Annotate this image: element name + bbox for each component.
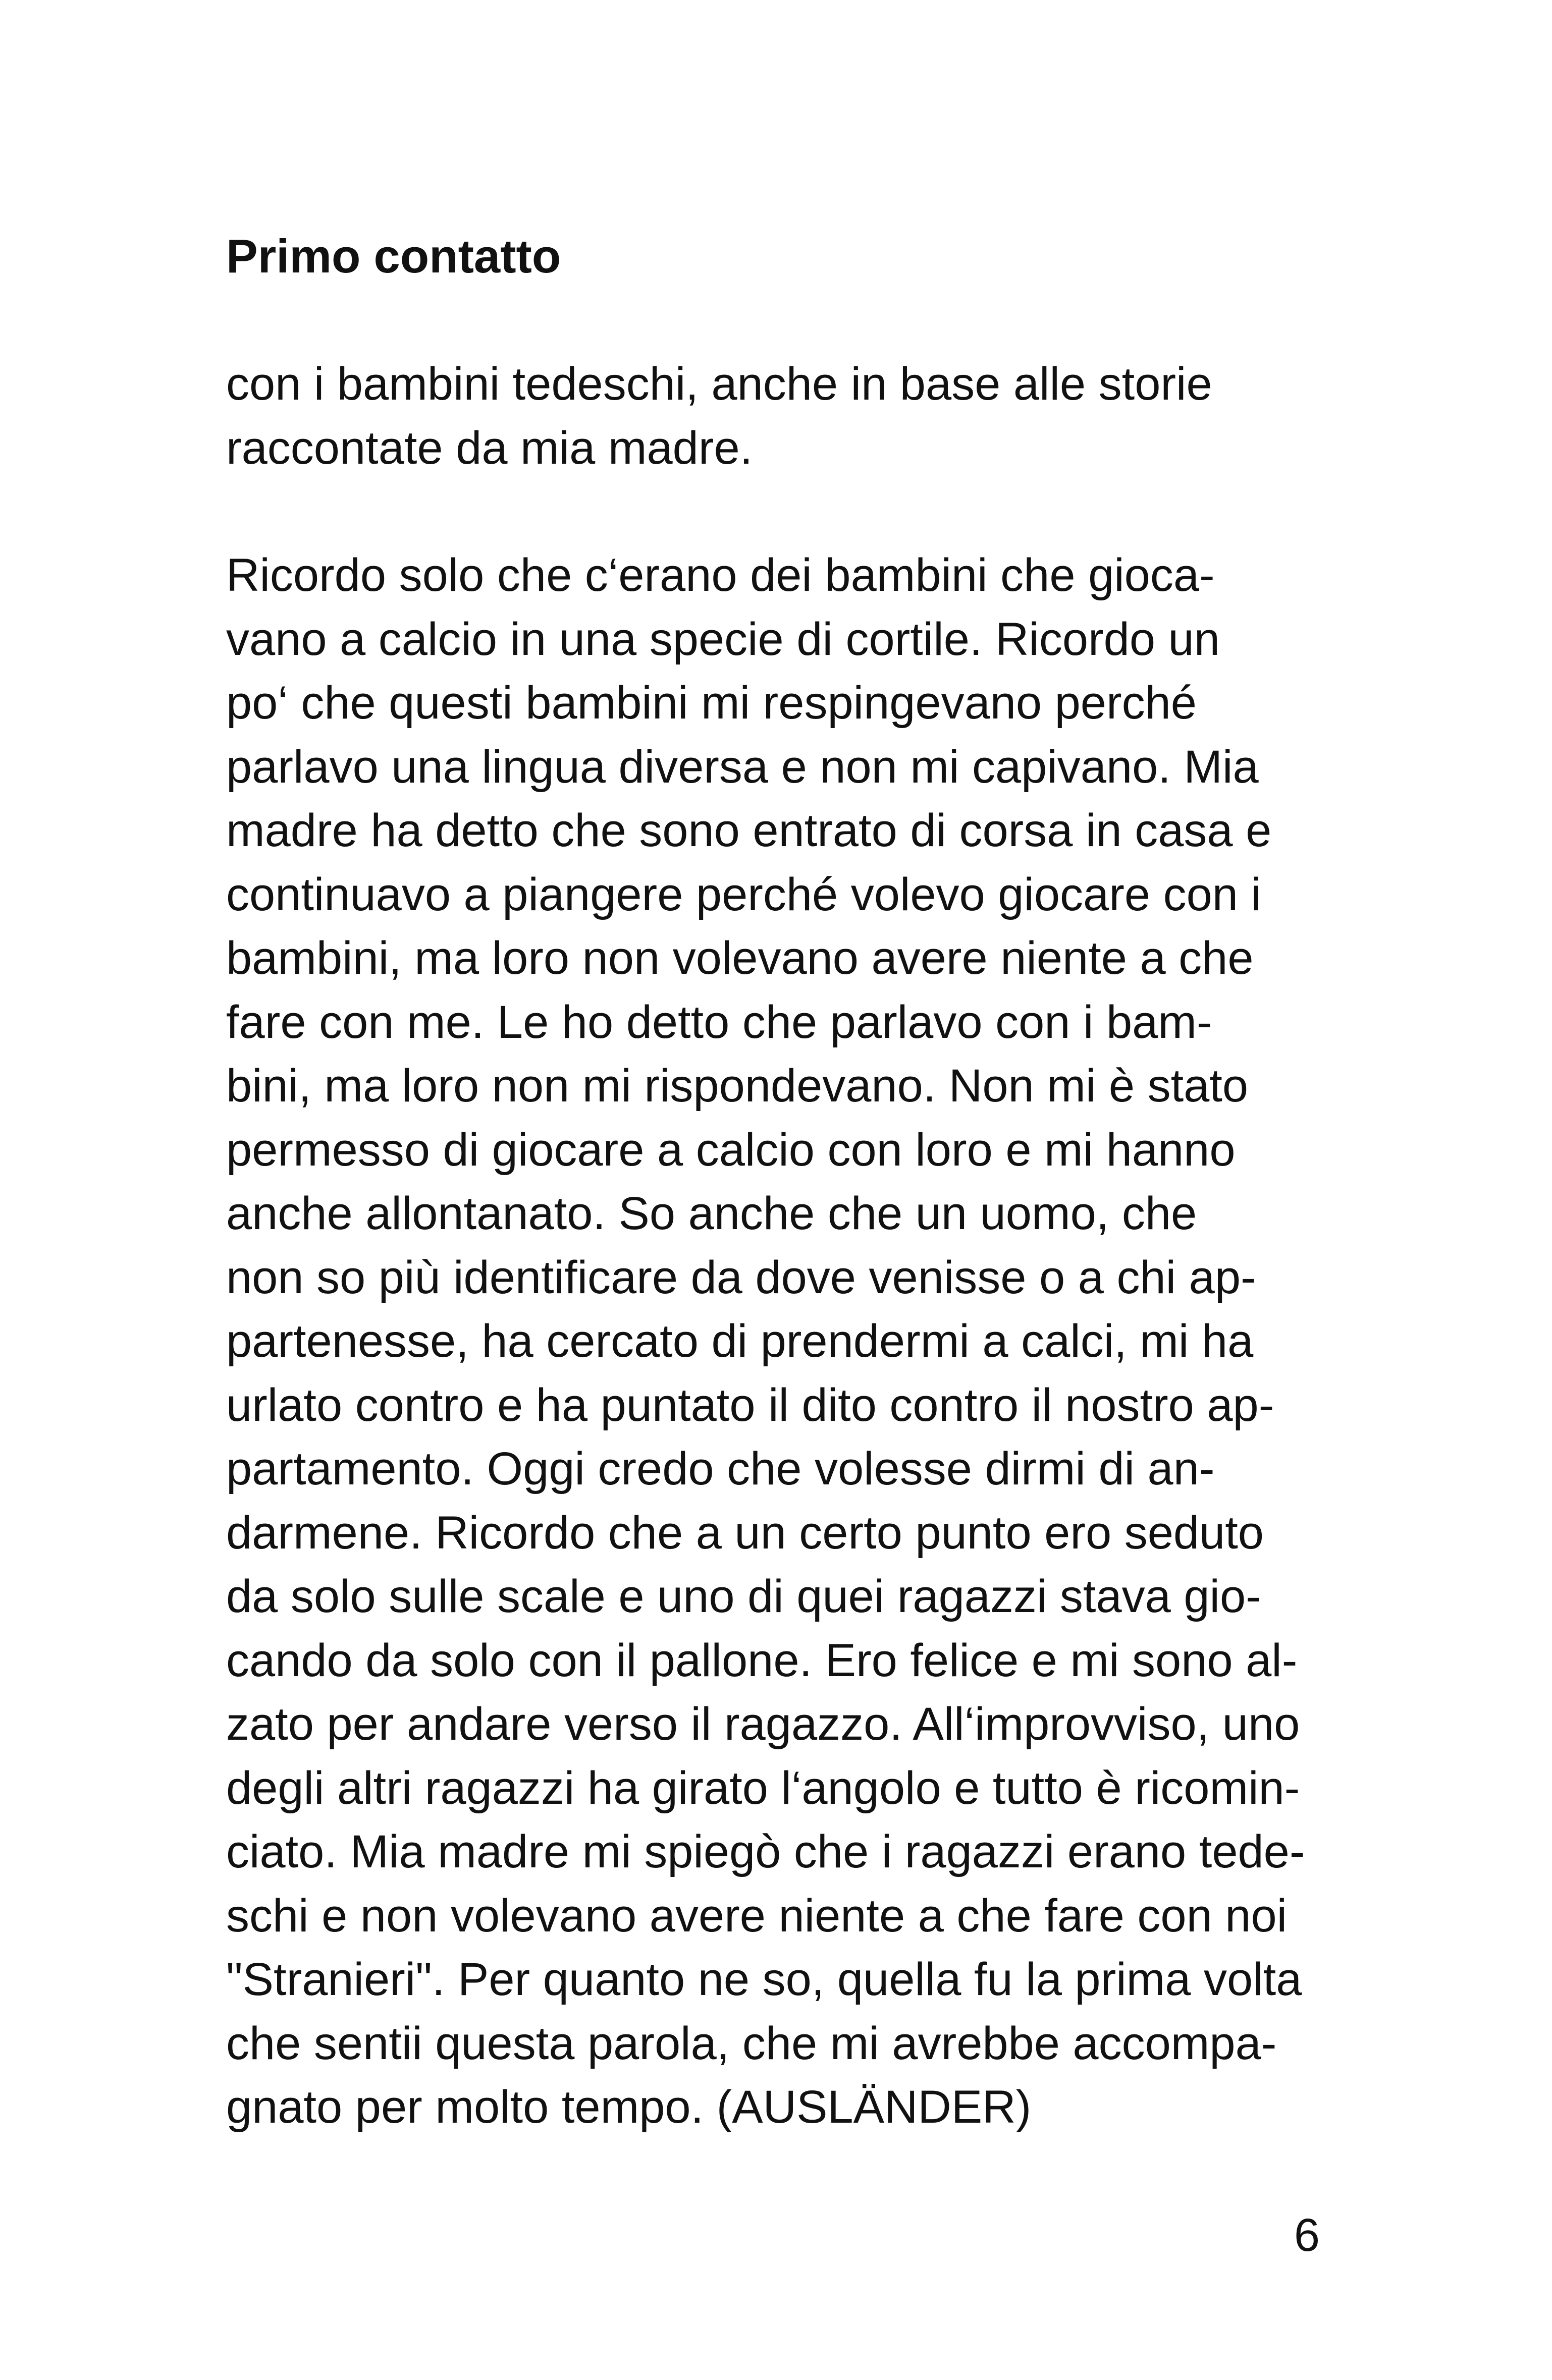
text-line: ciato. Mia madre mi spiegò che i ragazzi erano tede- — [226, 1826, 1305, 1877]
text-line: continuavo a piangere perché volevo giocare con i — [226, 868, 1261, 920]
text-line: anche allontanato. So anche che un uomo, che — [226, 1188, 1197, 1239]
text-line: degli altri ragazzi ha girato l‘angolo e tutto è ricomin- — [226, 1762, 1300, 1814]
text-line: gnato per molto tempo. (AUSLÄNDER) — [226, 2081, 1032, 2133]
paragraph-2 — [226, 543, 1305, 2139]
page-number: 6 — [1294, 2209, 1320, 2261]
text-line: zato per andare verso il ragazzo. All‘improvviso, uno — [226, 1698, 1300, 1750]
text-line: fare con me. Le ho detto che parlavo con i bam- — [226, 996, 1212, 1048]
text-line: vano a calcio in una specie di cortile. Ricordo un — [226, 613, 1220, 665]
text-line: che sentii questa parola, che mi avrebbe accompa- — [226, 2017, 1277, 2069]
text-line: bini, ma loro non mi rispondevano. Non mi è stato — [226, 1060, 1249, 1112]
section-heading: Primo contatto — [226, 230, 561, 283]
text-line: partenesse, ha cercato di prendermi a calci, mi ha — [226, 1315, 1254, 1367]
text-line: "Stranieri". Per quanto ne so, quella fu la prima volta — [226, 1954, 1302, 2005]
text-line: raccontate da mia madre. — [226, 422, 753, 474]
text-line: parlavo una lingua diversa e non mi capivano. Mia — [226, 741, 1259, 793]
paragraph-1 — [226, 352, 1212, 480]
text-line: madre ha detto che sono entrato di corsa in casa e — [226, 805, 1272, 856]
text-line: po‘ che questi bambini mi respingevano perché — [226, 677, 1197, 729]
text-line: schi e non volevano avere niente a che fare con noi — [226, 1890, 1288, 1942]
text-line: con i bambini tedeschi, anche in base alle storie — [226, 358, 1212, 410]
text-line: bambini, ma loro non volevano avere niente a che — [226, 932, 1254, 984]
text-line: permesso di giocare a calcio con loro e mi hanno — [226, 1124, 1236, 1176]
text-line: non so più identificare da dove venisse o a chi ap- — [226, 1251, 1256, 1303]
text-line: partamento. Oggi credo che volesse dirmi di an- — [226, 1443, 1215, 1495]
text-line: urlato contro e ha puntato il dito contro il nostro ap- — [226, 1379, 1274, 1431]
text-line: Ricordo solo che c‘erano dei bambini che gioca- — [226, 549, 1215, 601]
text-line: darmene. Ricordo che a un certo punto ero seduto — [226, 1507, 1264, 1559]
text-line: da solo sulle scale e uno di quei ragazzi stava gio- — [226, 1571, 1261, 1622]
text-line: cando da solo con il pallone. Ero felice e mi sono al- — [226, 1634, 1298, 1686]
